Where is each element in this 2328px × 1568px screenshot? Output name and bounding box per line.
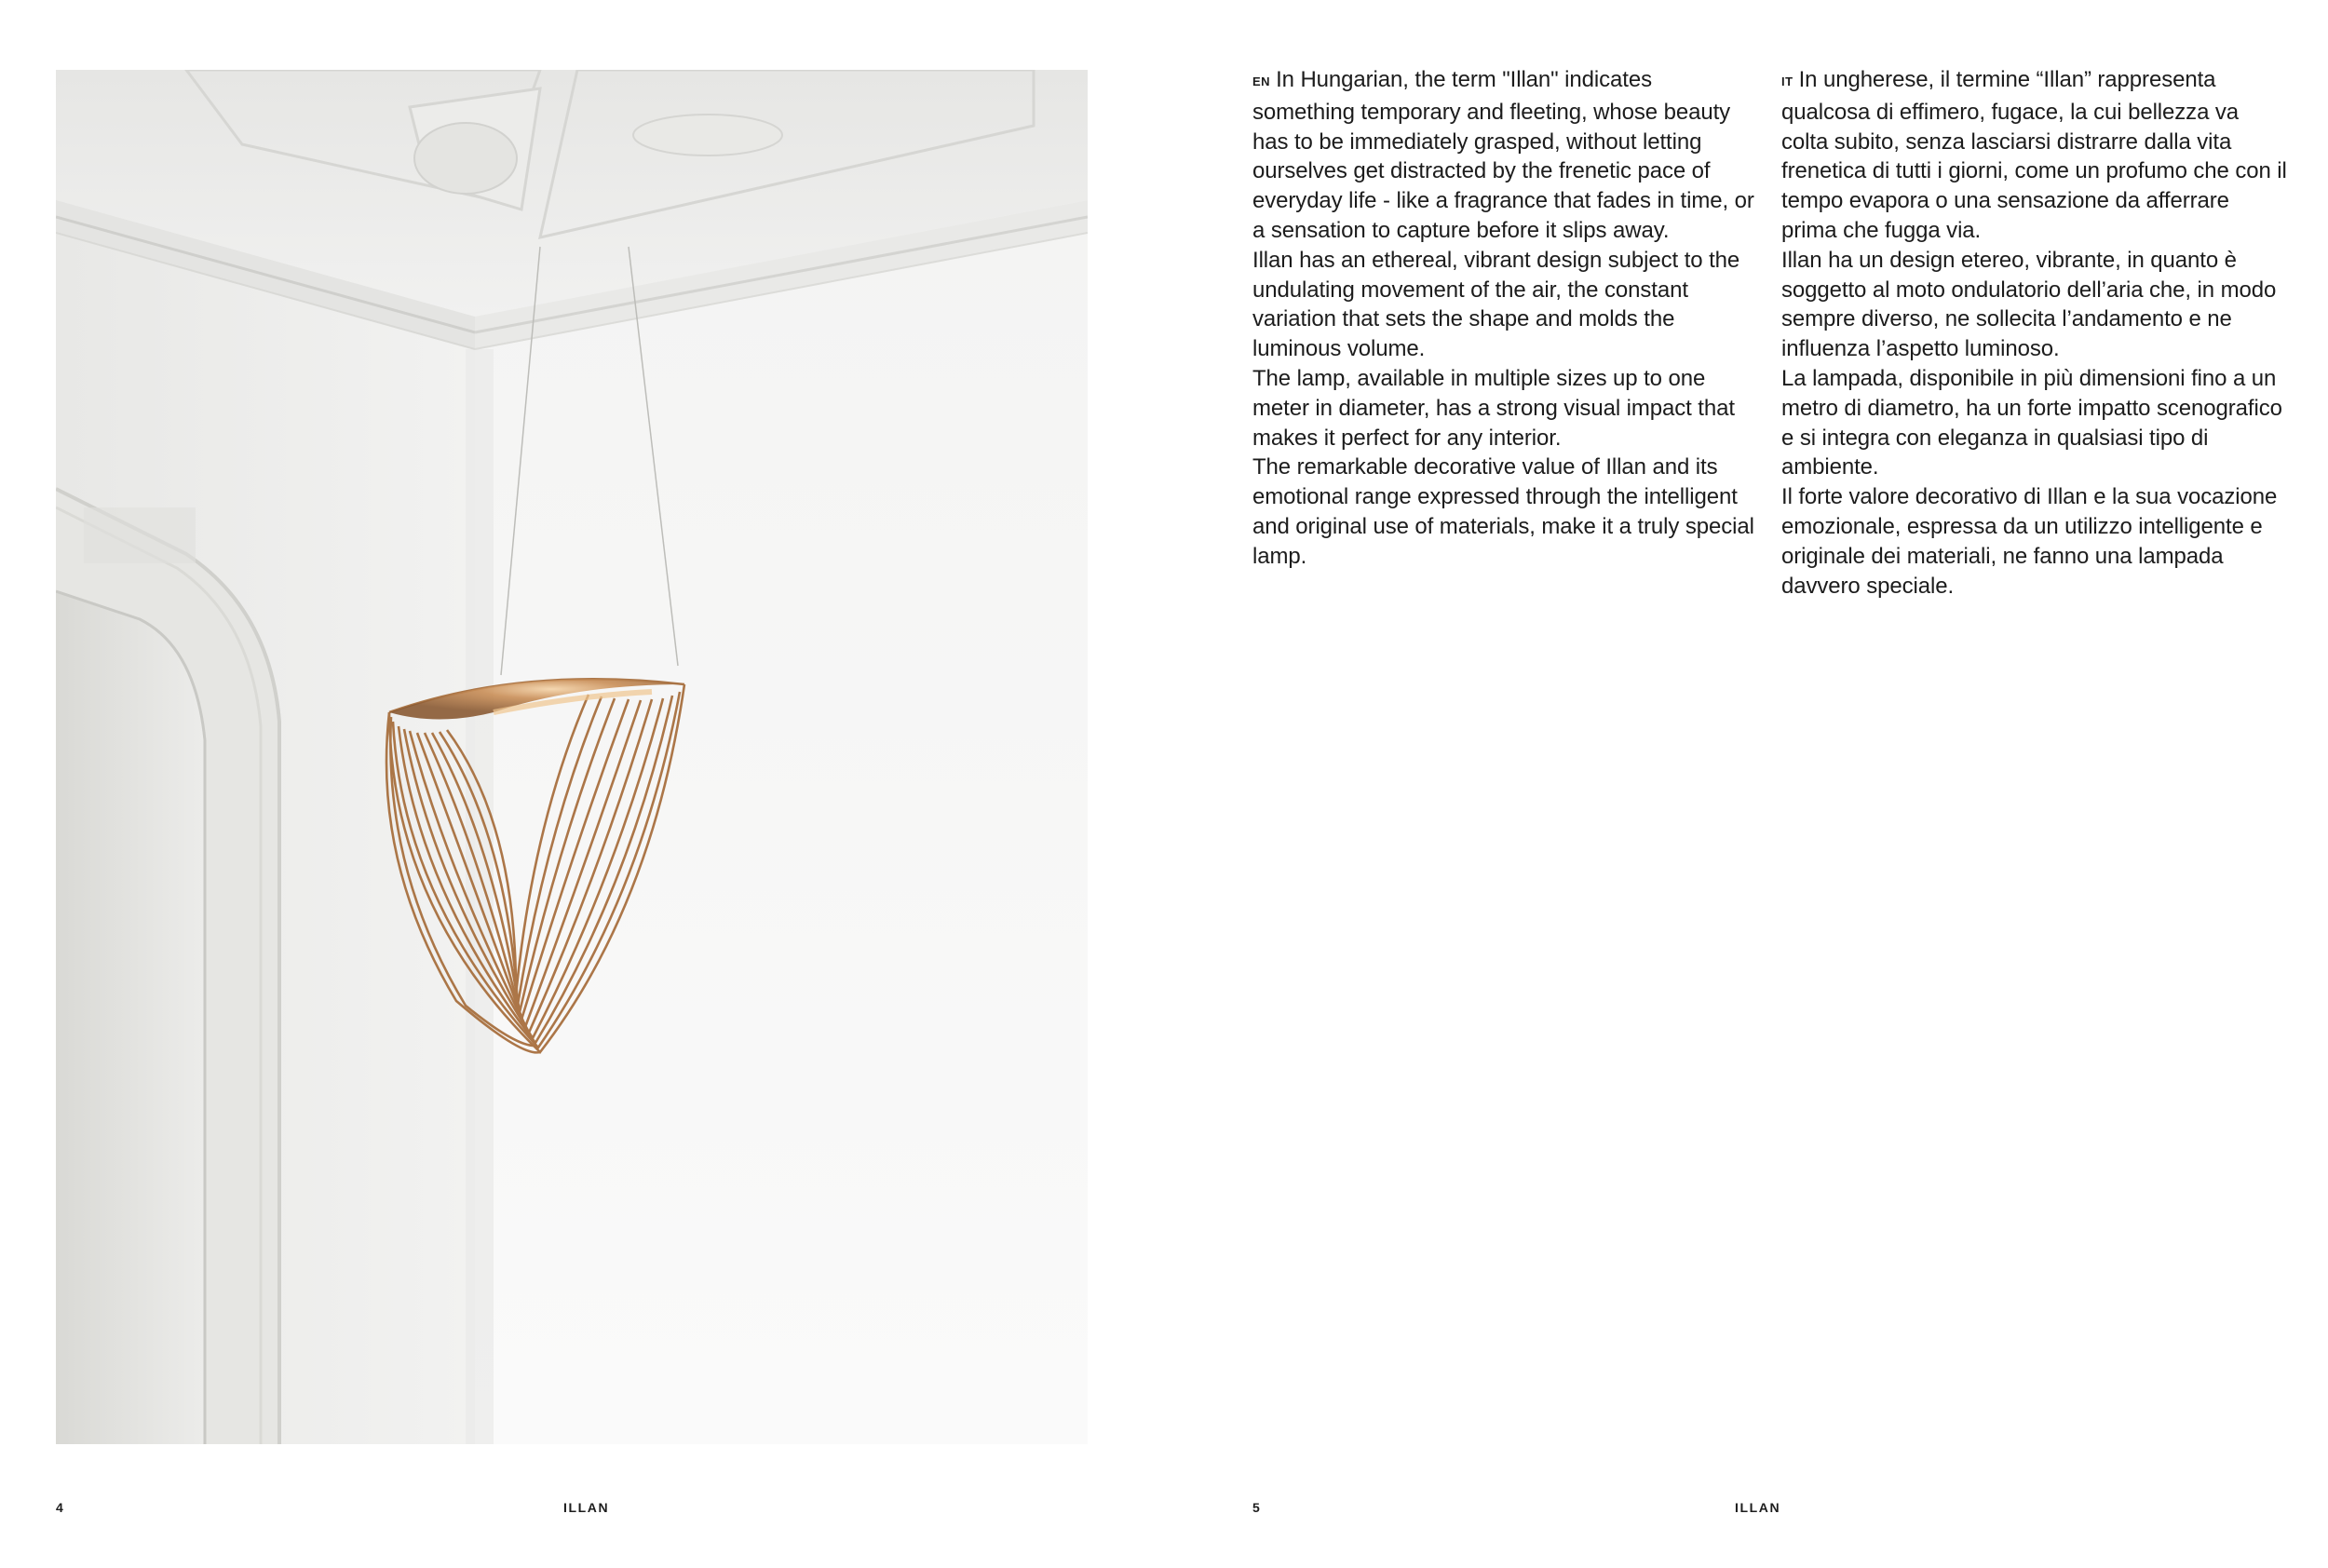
it-paragraph: In ungherese, il termine “Illan” rappresenta qualcosa di effimero, fugace, la cui bellezza va colta subito, senza lasciarsi distrarre dalla vita frenetica di tutti i giorni, come un profumo che con il tempo evapora o una sensazione da afferrare prima che fugga via. <box>1781 67 2287 243</box>
it-paragraph: La lampada, disponibile in più dimensioni fino a un metro di diametro, ha un forte impatto scenografico e si integra con eleganza in qualsiasi tipo di ambiente. <box>1781 365 2282 480</box>
en-paragraph: Illan has an ethereal, vibrant design subject to the undulating movement of the air, the constant variation that sets the shape and molds the luminous volume. <box>1252 247 1740 362</box>
italian-text-column <box>1781 65 2289 601</box>
language-tag-it: IT <box>1781 74 1793 88</box>
language-tag-en: EN <box>1252 74 1271 88</box>
page-number-left: 4 <box>56 1500 65 1515</box>
running-title-left: ILLAN <box>563 1500 610 1515</box>
it-paragraph: Il forte valore decorativo di Illan e la sua vocazione emozionale, espressa da un utilizzo intelligente e originale dei materiali, ne fanno una lampada davvero speciale. <box>1781 484 2278 599</box>
pendant-lamp-photo <box>56 70 1088 1444</box>
english-text-column <box>1252 65 1755 572</box>
page-number-right: 5 <box>1252 1500 1262 1515</box>
it-paragraph: Illan ha un design etereo, vibrante, in quanto è soggetto al moto ondulatorio dell’aria che, in modo sempre diverso, ne sollecita l’andamento e ne influenza l’aspetto luminoso. <box>1781 247 2277 362</box>
en-paragraph: The lamp, available in multiple sizes up to one meter in diameter, has a strong visual impact that makes it perfect for any interior. <box>1252 365 1735 451</box>
en-paragraph: The remarkable decorative value of Illan and its emotional range expressed through the intelligent and original use of materials, make it a truly special lamp. <box>1252 454 1754 569</box>
running-title-right: ILLAN <box>1735 1500 1781 1515</box>
en-paragraph: In Hungarian, the term "Illan" indicates something temporary and fleeting, whose beauty has to be immediately grasped, without letting ourselves get distracted by the frenetic pace of everyday life - like a fragrance that fades in time, or a sensation to capture before it slips away. <box>1252 67 1754 243</box>
